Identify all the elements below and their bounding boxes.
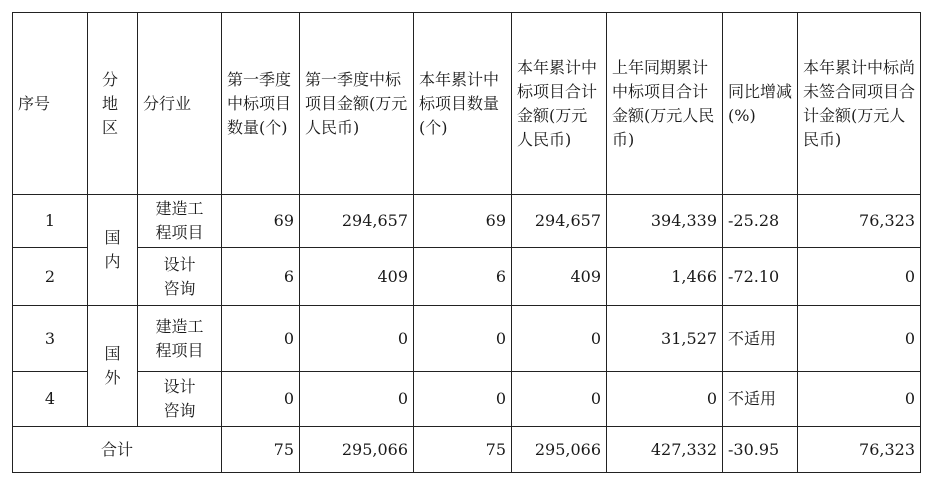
row-q1-count: 69 [222, 195, 300, 248]
row-seq: 3 [13, 306, 88, 372]
header-region: 分地区 [88, 13, 138, 195]
row-q1-count: 0 [222, 372, 300, 427]
row-ytd-count: 0 [414, 306, 512, 372]
row-q1-count: 6 [222, 248, 300, 306]
row-yoy: -25.28 [723, 195, 798, 248]
row-ytd-amount: 409 [512, 248, 607, 306]
row-segment: 建造工程项目 [138, 195, 222, 248]
row-q1-amount: 409 [300, 248, 414, 306]
row-seq: 4 [13, 372, 88, 427]
table-row [13, 372, 921, 427]
row-unsigned-amount: 0 [798, 372, 921, 427]
row-seq: 1 [13, 195, 88, 248]
row-yoy: -72.10 [723, 248, 798, 306]
row-seq: 2 [13, 248, 88, 306]
row-yoy: 不适用 [723, 306, 798, 372]
row-ytd-amount: 294,657 [512, 195, 607, 248]
table-row [13, 195, 921, 248]
region-cell-domestic: 国内 [88, 195, 138, 306]
row-q1-amount: 0 [300, 306, 414, 372]
total-label: 合计 [13, 427, 222, 473]
total-unsigned-amount: 76,323 [798, 427, 921, 473]
row-q1-count: 0 [222, 306, 300, 372]
row-ytd-count: 6 [414, 248, 512, 306]
row-prev-ytd-amount: 31,527 [607, 306, 723, 372]
row-prev-ytd-amount: 1,466 [607, 248, 723, 306]
header-q1-amount: 第一季度中标项目金额(万元人民币) [300, 13, 414, 195]
header-ytd-amount: 本年累计中标项目合计金额(万元人民币) [512, 13, 607, 195]
row-prev-ytd-amount: 0 [607, 372, 723, 427]
total-yoy: -30.95 [723, 427, 798, 473]
row-unsigned-amount: 76,323 [798, 195, 921, 248]
row-ytd-amount: 0 [512, 372, 607, 427]
row-ytd-amount: 0 [512, 306, 607, 372]
row-unsigned-amount: 0 [798, 248, 921, 306]
region-cell-overseas: 国外 [88, 306, 138, 427]
row-unsigned-amount: 0 [798, 306, 921, 372]
header-unsigned-amount: 本年累计中标尚未签合同项目合计金额(万元人民币) [798, 13, 921, 195]
row-q1-amount: 294,657 [300, 195, 414, 248]
header-ytd-count: 本年累计中标项目数量(个) [414, 13, 512, 195]
row-prev-ytd-amount: 394,339 [607, 195, 723, 248]
table-row [13, 306, 921, 372]
row-segment: 建造工程项目 [138, 306, 222, 372]
table-row [13, 248, 921, 306]
total-q1-count: 75 [222, 427, 300, 473]
header-q1-count: 第一季度中标项目数量(个) [222, 13, 300, 195]
header-prev-ytd-amount: 上年同期累计中标项目合计金额(万元人民币) [607, 13, 723, 195]
row-q1-amount: 0 [300, 372, 414, 427]
total-row [13, 427, 921, 473]
row-yoy: 不适用 [723, 372, 798, 427]
header-yoy: 同比增减(%) [723, 13, 798, 195]
bid-statistics-table [12, 12, 921, 473]
row-segment: 设计咨询 [138, 372, 222, 427]
total-ytd-amount: 295,066 [512, 427, 607, 473]
header-seq: 序号 [13, 13, 88, 195]
row-segment: 设计咨询 [138, 248, 222, 306]
total-prev-ytd-amount: 427,332 [607, 427, 723, 473]
header-row [13, 13, 921, 195]
total-q1-amount: 295,066 [300, 427, 414, 473]
header-segment: 分行业 [138, 13, 222, 195]
row-ytd-count: 69 [414, 195, 512, 248]
total-ytd-count: 75 [414, 427, 512, 473]
table-container [12, 12, 921, 473]
row-ytd-count: 0 [414, 372, 512, 427]
